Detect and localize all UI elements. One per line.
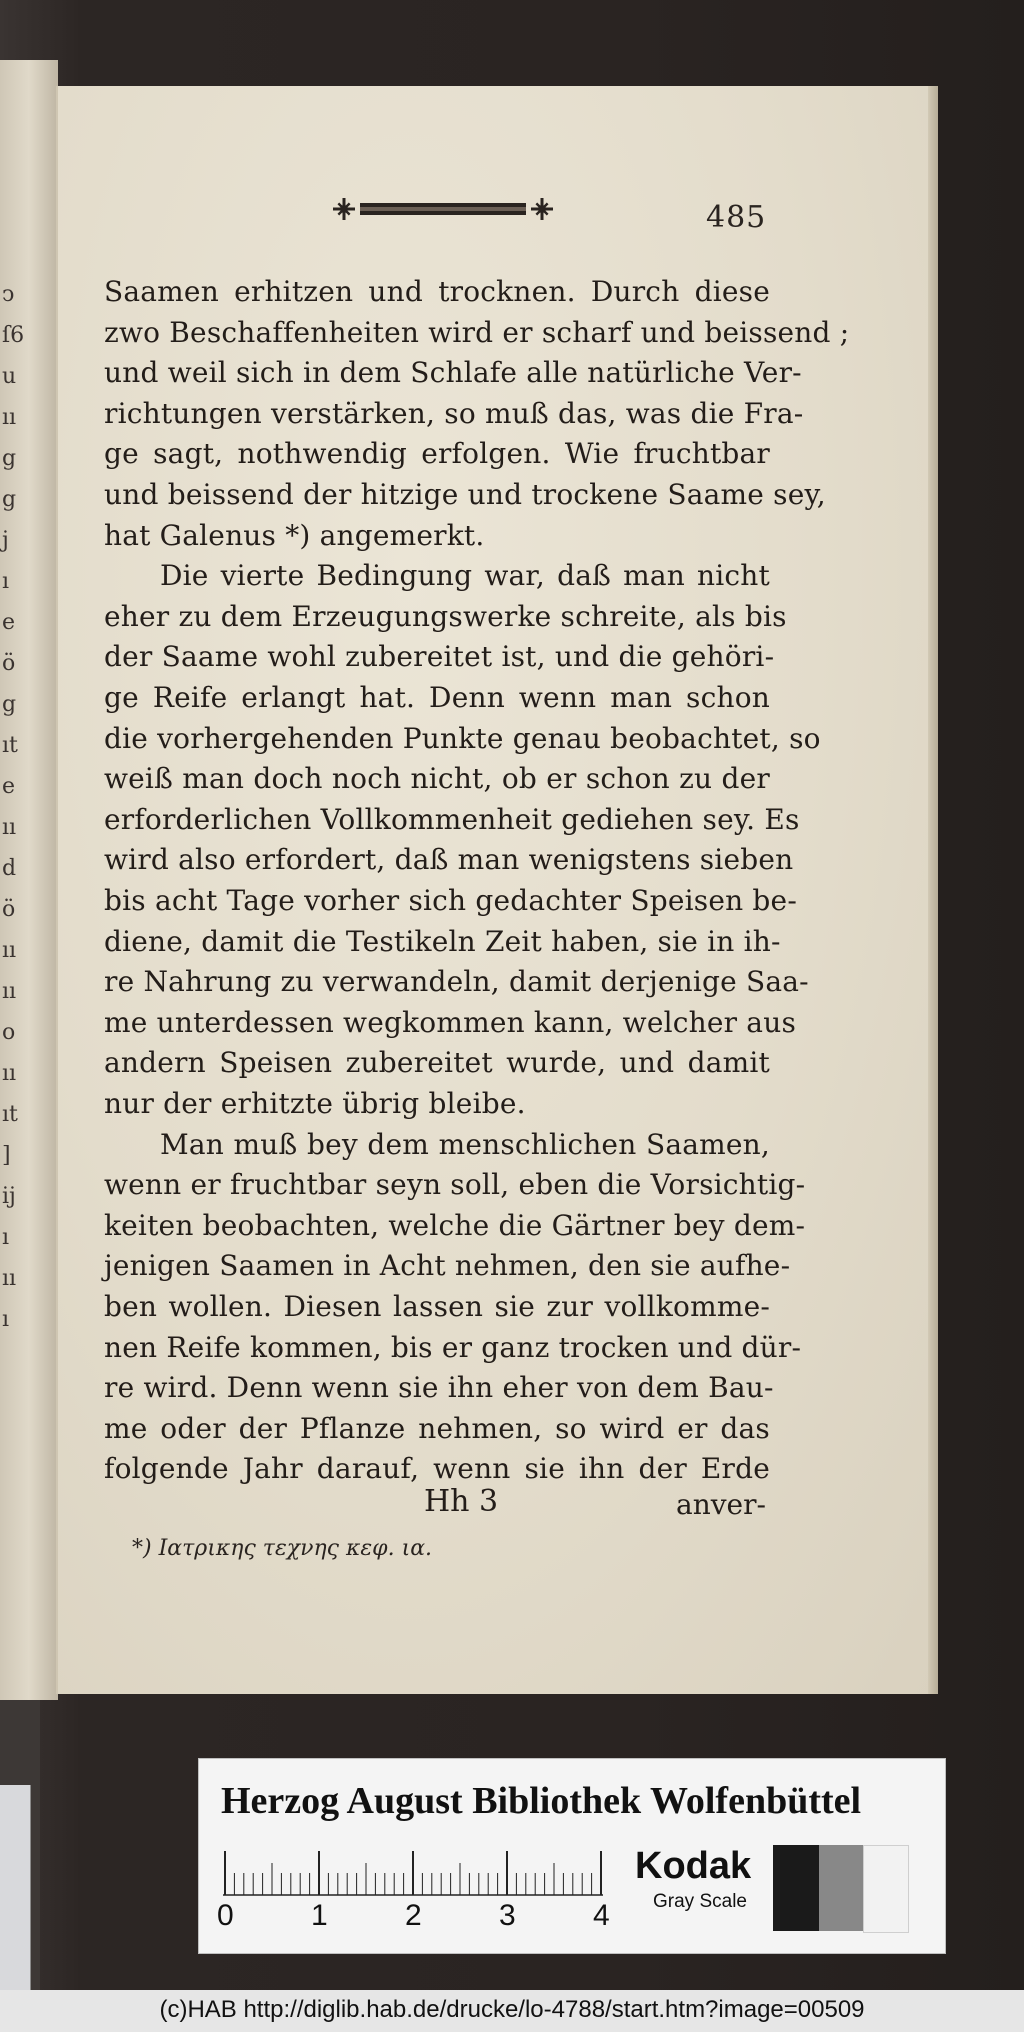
text-line: folgende Jahr darauf, wenn sie ihn der Erde [104, 1452, 770, 1486]
text-line: ben wollen. Diesen lassen sie zur vollkomme- [104, 1290, 770, 1323]
adjacent-page-glyph: ] [2, 1143, 11, 1168]
adjacent-page-glyph: g [2, 446, 17, 471]
text-line: Die vierte Bedingung war, daß man nicht [160, 559, 770, 593]
text-line: andern Speisen zubereitet wurde, und damit [104, 1046, 770, 1080]
text-line: me unterdessen wegkommen kann, welcher aus [104, 1005, 797, 1039]
text-line: weiß man doch noch nicht, ob er schon zu der [104, 762, 770, 796]
swatch-white [863, 1845, 909, 1933]
footer-bar [0, 1990, 1024, 2032]
text-line: wird also erfordert, daß man wenigstens sieben [104, 843, 794, 877]
library-color-label [198, 1758, 946, 1954]
swatch-black [773, 1845, 819, 1931]
adjacent-page-glyph: ↄ [2, 282, 15, 307]
adjacent-page-glyph: e [2, 774, 16, 799]
adjacent-page-glyph: e [2, 610, 16, 635]
catchword: anver- [676, 1488, 766, 1521]
text-line: re wird. Denn wenn sie ihn eher von dem Bau- [104, 1371, 774, 1405]
text-line: die vorhergehenden Punkte genau beobachtet, so [104, 721, 821, 755]
text-line: me oder der Pflanze nehmen, so wird er das [104, 1411, 770, 1445]
swatch-gray [819, 1845, 863, 1931]
text-line: diene, damit die Testikeln Zeit haben, sie in ih- [104, 924, 781, 958]
text-line: nen Reife kommen, bis er ganz trocken und dür- [104, 1330, 802, 1364]
text-line: und beissend der hitzige und trockene Saame sey, [104, 478, 826, 511]
adjacent-page-glyph: ıt [2, 1102, 18, 1127]
adjacent-page-glyph: ıı [2, 1266, 17, 1291]
ruler-scale [223, 1851, 603, 1905]
text-line: eher zu dem Erzeugungswerke schreite, als bis [104, 599, 787, 633]
adjacent-page-glyph: ı [2, 1225, 10, 1250]
text-line: und weil sich in dem Schlafe alle natürliche Ver- [104, 356, 802, 390]
adjacent-page-glyph: ıt [2, 733, 18, 758]
page-edge-shadow [928, 86, 938, 1694]
text-line: erforderlichen Vollkommenheit gediehen sey. Es [104, 802, 800, 836]
adjacent-page-glyph: ı [2, 569, 10, 594]
adjacent-page-glyph: ö [2, 651, 16, 676]
ruler-number: 3 [499, 1899, 516, 1932]
text-line: re Nahrung zu verwandeln, damit derjenige Saa- [104, 965, 809, 999]
adjacent-page-glyph: ij [2, 1184, 16, 1209]
adjacent-page-glyph: d [2, 856, 17, 881]
ruler-number: 4 [593, 1899, 610, 1932]
text-line: Man muß bey dem menschlichen Saamen, [160, 1127, 770, 1161]
ruler-number: 2 [405, 1899, 422, 1932]
adjacent-page-glyph: ıı [2, 938, 17, 963]
adjacent-page-glyph: ıı [2, 1061, 17, 1086]
text-line: keiten beobachten, welche die Gärtner bey dem- [104, 1208, 806, 1242]
adjacent-page-glyph: ſ6 [2, 323, 25, 348]
text-line: richtungen verstärken, so muß das, was die Fra- [104, 396, 804, 430]
header-ornament [330, 192, 556, 226]
text-line: bis acht Tage vorher sich gedachter Speisen be- [104, 884, 797, 917]
adjacent-page-glyph: ıı [2, 979, 17, 1004]
adjacent-page-glyph: ıı [2, 405, 17, 430]
adjacent-card-edge [0, 1785, 31, 1990]
text-line: zwo Beschaffenheiten wird er scharf und beissend ; [104, 315, 850, 349]
ruler-number: 0 [217, 1899, 234, 1932]
footer-copyright-url: (c)HAB http://diglib.hab.de/drucke/lo-4788/start.htm?image=00509 [159, 1996, 865, 2023]
page-number: 485 [706, 200, 767, 235]
text-line: jenigen Saamen in Acht nehmen, den sie aufhe- [104, 1249, 791, 1283]
adjacent-page-glyph: j [2, 528, 9, 553]
text-line: ge sagt, nothwendig erfolgen. Wie fruchtbar [104, 437, 770, 471]
text-line: hat Galenus *) angemerkt. [104, 518, 485, 552]
ruler-number: 1 [311, 1899, 328, 1932]
library-name: Herzog August Bibliothek Wolfenbüttel [221, 1780, 862, 1822]
adjacent-page-glyph: g [2, 487, 17, 512]
text-line: ge Reife erlangt hat. Denn wenn man schon [104, 681, 770, 714]
adjacent-page-glyph: ı [2, 1307, 10, 1332]
text-line: nur der erhitzte übrig bleibe. [104, 1087, 526, 1120]
printer-signature: Hh 3 [424, 1484, 499, 1519]
text-line: wenn er fruchtbar seyn soll, eben die Vorsichtig- [104, 1168, 806, 1202]
gray-scale-caption: Gray Scale [653, 1891, 747, 1912]
text-line: der Saame wohl zubereitet ist, und die gehöri- [104, 640, 775, 674]
adjacent-page-glyph: g [2, 692, 17, 717]
adjacent-page-glyph: ıı [2, 815, 17, 840]
footnote: *) Ιατρικης τεχνης κεφ. ια. [132, 1536, 433, 1561]
adjacent-page-glyph: o [2, 1020, 16, 1045]
kodak-logo: Kodak [635, 1845, 752, 1887]
text-line: Saamen erhitzen und trocknen. Durch diese [104, 275, 770, 308]
adjacent-page-glyph: u [2, 364, 17, 389]
adjacent-page-glyph: ö [2, 897, 16, 922]
